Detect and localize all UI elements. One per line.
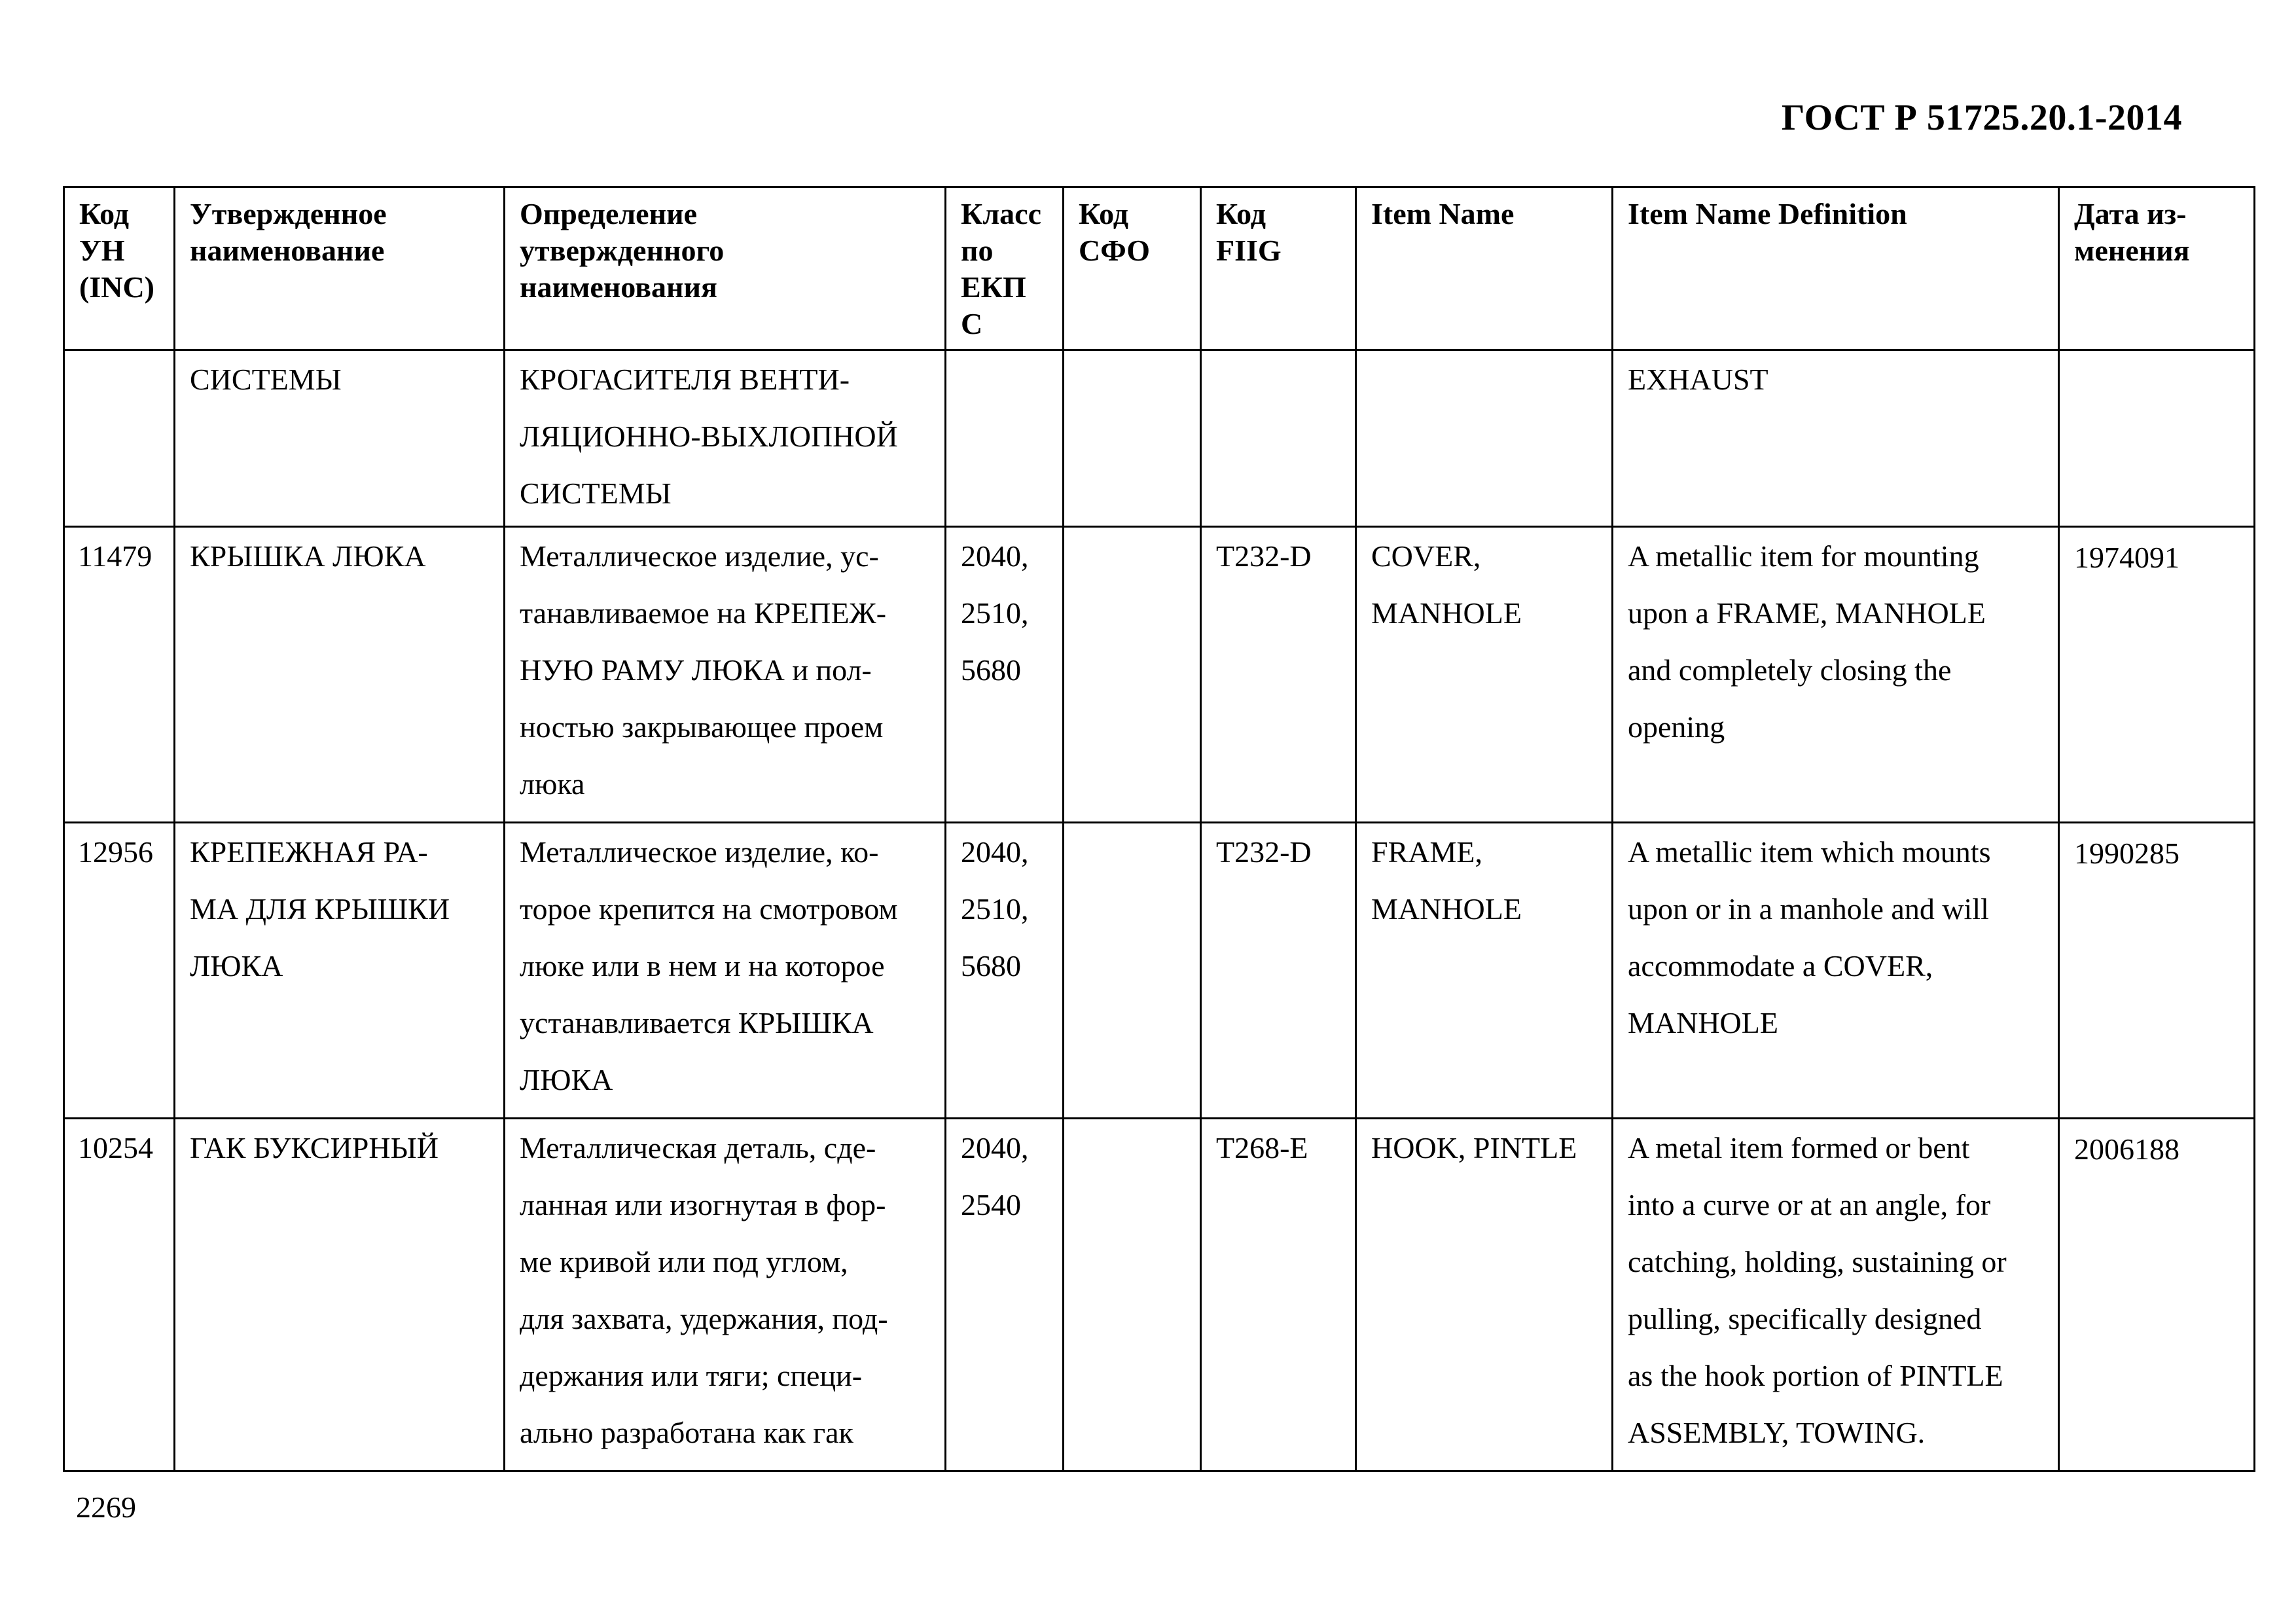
cell-item-definition: EXHAUST [1613, 350, 2059, 527]
cell-inc [64, 350, 175, 527]
header-approved-name: Утвержденное наименование [175, 187, 505, 350]
cell-item-definition: A metallic item which mounts upon or in a manhole and will accommodate a COVER, MANHOLE [1613, 823, 2059, 1119]
cell-class [946, 350, 1064, 527]
table-row [64, 1119, 2255, 1471]
cell-class: 2040, 2540 [946, 1119, 1064, 1471]
item-names-table [63, 186, 2255, 1472]
cell-sfo [1064, 1119, 1201, 1471]
cell-inc: 10254 [64, 1119, 175, 1471]
cell-definition: Металлическое изделие, ус- танавливаемое на КРЕПЕЖ- НУЮ РАМУ ЛЮКА и пол- ностью закрывающее проем люка [505, 527, 946, 823]
cell-fiig: T268-E [1201, 1119, 1356, 1471]
cell-approved-name: СИСТЕМЫ [175, 350, 505, 527]
table-row [64, 823, 2255, 1119]
cell-date: 1974091 [2059, 527, 2255, 823]
table-header-row [64, 187, 2255, 350]
cell-item-name [1356, 350, 1613, 527]
header-change-date: Дата из- менения [2059, 187, 2255, 350]
header-inc-code: Код УН (INC) [64, 187, 175, 350]
cell-definition: Металлическое изделие, ко- торое крепится на смотровом люке или в нем и на которое устанавливается КРЫШКА ЛЮКА [505, 823, 946, 1119]
cell-date: 1990285 [2059, 823, 2255, 1119]
cell-fiig: T232-D [1201, 527, 1356, 823]
document-header: ГОСТ Р 51725.20.1-2014 [1781, 98, 2182, 138]
cell-approved-name: КРЕПЕЖНАЯ РА- МА ДЛЯ КРЫШКИ ЛЮКА [175, 823, 505, 1119]
header-sfo-code: Код СФО [1064, 187, 1201, 350]
cell-item-name: HOOK, PINTLE [1356, 1119, 1613, 1471]
header-class-ekps: Класс по ЕКП С [946, 187, 1064, 350]
cell-approved-name: КРЫШКА ЛЮКА [175, 527, 505, 823]
cell-item-name: COVER, MANHOLE [1356, 527, 1613, 823]
table-row [64, 527, 2255, 823]
header-name-definition: Определение утвержденного наименования [505, 187, 946, 350]
table-row [64, 350, 2255, 527]
cell-date: 2006188 [2059, 1119, 2255, 1471]
cell-class: 2040, 2510, 5680 [946, 527, 1064, 823]
cell-inc: 11479 [64, 527, 175, 823]
cell-fiig [1201, 350, 1356, 527]
cell-sfo [1064, 527, 1201, 823]
cell-sfo [1064, 350, 1201, 527]
cell-inc: 12956 [64, 823, 175, 1119]
cell-class: 2040, 2510, 5680 [946, 823, 1064, 1119]
cell-sfo [1064, 823, 1201, 1119]
cell-definition: КРОГАСИТЕЛЯ ВЕНТИ- ЛЯЦИОННО-ВЫХЛОПНОЙ СИСТЕМЫ [505, 350, 946, 527]
cell-item-definition: A metallic item for mounting upon a FRAME, MANHOLE and completely closing the opening [1613, 527, 2059, 823]
cell-item-name: FRAME, MANHOLE [1356, 823, 1613, 1119]
header-item-name: Item Name [1356, 187, 1613, 350]
cell-fiig: T232-D [1201, 823, 1356, 1119]
header-item-name-definition: Item Name Definition [1613, 187, 2059, 350]
cell-definition: Металлическая деталь, сде- ланная или изогнутая в фор- ме кривой или под углом, для захвата, удержания, под- держания или тяги; специ- ально разработана как гак [505, 1119, 946, 1471]
cell-item-definition: A metal item formed or bent into a curve or at an angle, for catching, holding, sustaining or pulling, specifically designed as the hook portion of PINTLE ASSEMBLY, TOWING. [1613, 1119, 2059, 1471]
page-number: 2269 [76, 1490, 136, 1524]
cell-approved-name: ГАК БУКСИРНЫЙ [175, 1119, 505, 1471]
header-fiig-code: Код FIIG [1201, 187, 1356, 350]
cell-date [2059, 350, 2255, 527]
